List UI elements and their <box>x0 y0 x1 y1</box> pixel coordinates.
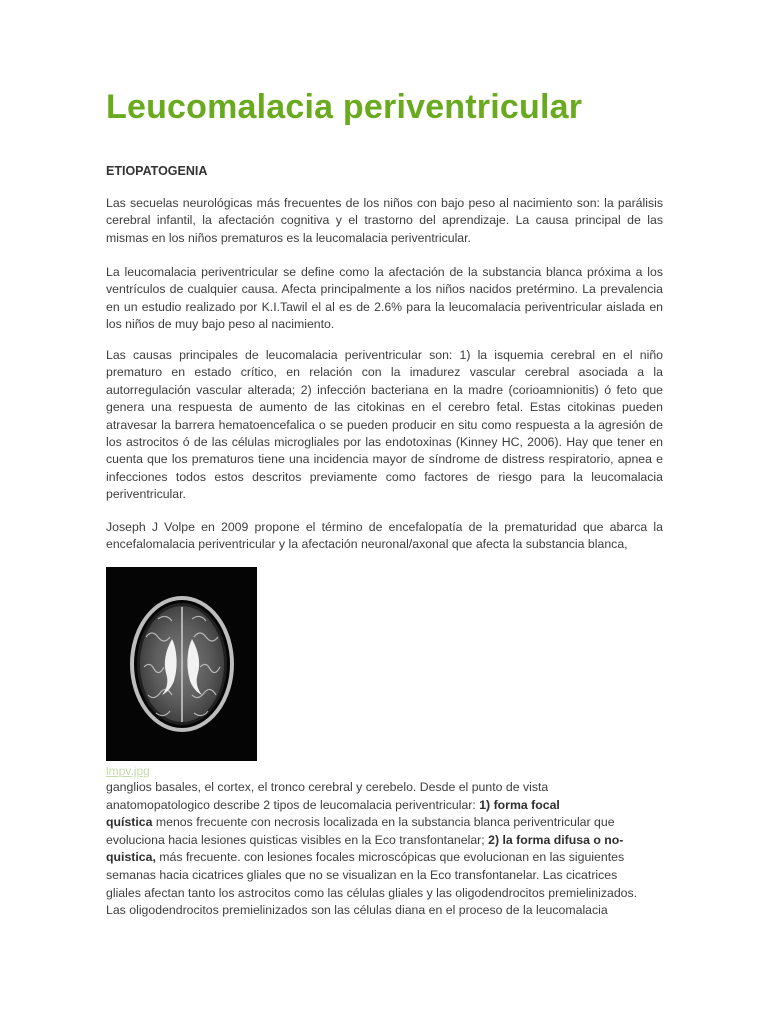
paragraph-3: Las causas principales de leucomalacia periventricular son: 1) la isquemia cerebral en el niño prematuro en estado crítico, en relación con la imadurez vascular cerebral asociada a la autorregulación vascular alterada; 2) infección bacteriana en la madre (corioamnionitis) ó feto que genera una respuesta de aumento de las citokinas en el cerebro fetal. Estas citokinas pueden atravesar la barrera hematoencefalica o se pueden producir en situ como respuesta a la agresión de los astrocitos ó de las células microgliales por las endotoxinas (Kinney HC, 2006). Hay que tener en cuenta que los prematuros tiene una incidencia mayor de síndrome de distress respiratorio, apnea e infecciones todos estos descritos previamente como factores de riesgo para la leucomalacia periventricular. <box>106 348 663 502</box>
continuation-line: gliales afectan tanto los astrocitos como las células gliales y las oligodendrocitos premielinizados. <box>106 885 638 900</box>
continuation-line: ganglios basales, el cortex, el tronco cerebral y cerebelo. Desde el punto de vista <box>106 780 549 794</box>
paragraph-4: Joseph J Volpe en 2009 propone el término de encefalopatía de la prematuridad que abarca la encefalomalacia periventricular y la afectación neuronal/axonal que afecta la substancia blanca, <box>106 520 663 552</box>
paragraph-1: Las secuelas neurológicas más frecuentes de los niños con bajo peso al nacimiento son: la parálisis cerebral infantil, la afectación cognitiva y el trastorno del aprendizaje. La causa principal de las mismas en los niños prematuros es la leucomalacia periventricular. <box>106 196 663 245</box>
continuation-paragraph <box>106 779 666 920</box>
mri-brain-icon <box>106 567 257 761</box>
section-heading: ETIOPATOGENIA <box>106 164 208 178</box>
continuation-line: Las oligodendrocitos premielinizados son las células diana en el proceso de la leucomalacia <box>106 903 608 918</box>
continuation-line: quistica, más frecuente. con lesiones focales microscópicas que evolucionan en las siguientes <box>106 850 625 865</box>
bold-term: 1) forma focal <box>479 797 560 812</box>
bold-term: quística <box>106 815 153 830</box>
bold-term: 2) la forma difusa o no- <box>488 832 624 847</box>
image-caption-link[interactable]: lmpv.jpg <box>106 764 150 778</box>
mri-brain-image[interactable] <box>106 567 257 761</box>
continuation-line: quística menos frecuente con necrosis localizada en la substancia blanca periventricular que <box>106 815 615 830</box>
continuation-line: evoluciona hacia lesiones quisticas visibles en la Eco transfontanelar; 2) la forma difusa o no- <box>106 832 624 847</box>
document-title: Leucomalacia periventricular <box>106 88 583 126</box>
paragraph-2: La leucomalacia periventricular se define como la afectación de la substancia blanca próxima a los ventrículos de cualquier causa. Afecta principalmente a los niños nacidos pretérmino. La prevalencia en un estudio realizado por K.I.Tawil el al es de 2.6% para la leucomalacia periventricular aislada en los niños de muy bajo peso al nacimiento. <box>106 265 663 332</box>
continuation-line: anatomopatologico describe 2 tipos de leucomalacia periventricular: 1) forma focal <box>106 797 560 812</box>
bold-term: quistica, <box>106 850 156 865</box>
continuation-line: semanas hacia cicatrices gliales que no se visualizan en la Eco transfontanelar. Las cicatrices <box>106 867 618 882</box>
